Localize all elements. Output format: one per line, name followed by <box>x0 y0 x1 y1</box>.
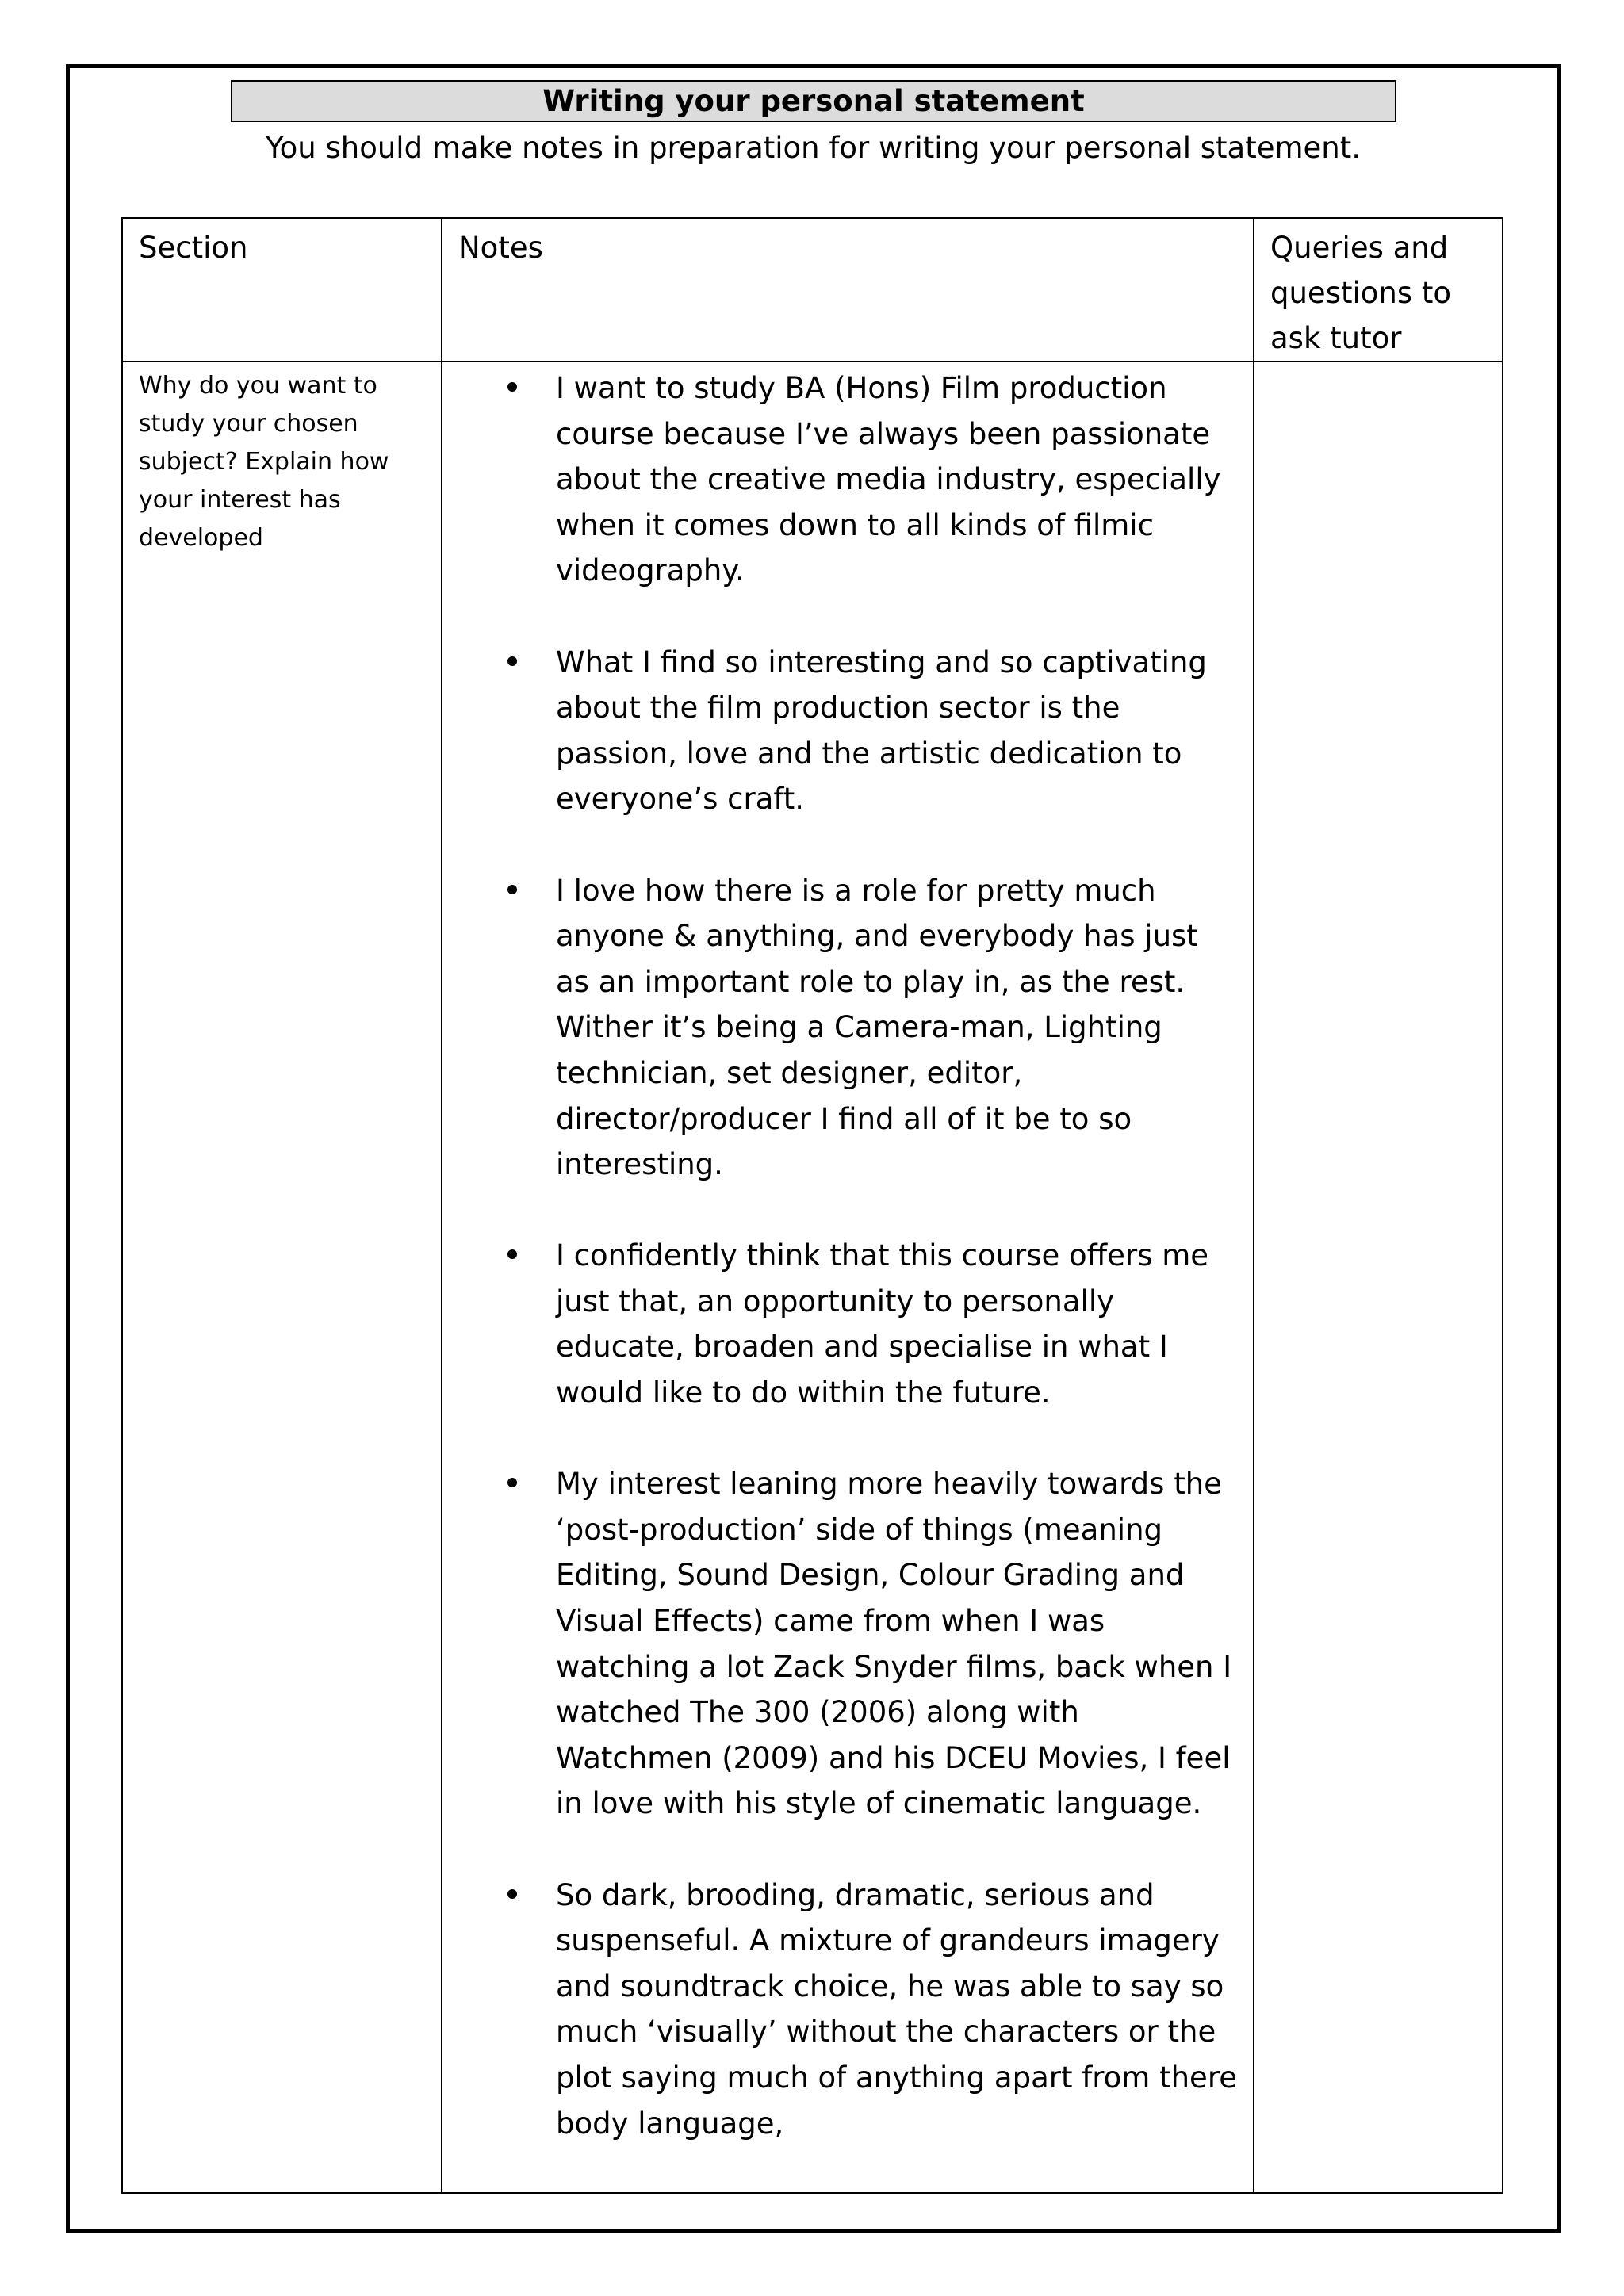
page-subtitle: You should make notes in preparation for writing your personal statement. <box>265 131 1362 165</box>
header-section-cell <box>122 218 442 362</box>
note-text: My interest leaning more heavily towards the ‘post-production’ side of things (meaning Editing, Sound Design, Colour Grading and Visual Effects) came from when I was watching a lot Zack Snyder films, back when I watched The 300 (2006) along with Watchmen (2009) and his DCEU Movies, I feel in love with his style of cinematic language. <box>556 1467 1232 1821</box>
bullet-icon <box>508 382 517 392</box>
note-item <box>442 1461 1237 1827</box>
note-item <box>442 365 1237 594</box>
bullet-icon <box>508 1889 517 1899</box>
note-item <box>442 640 1237 822</box>
header-queries: Queries and questions to ask tutor <box>1270 231 1452 355</box>
section-cell <box>122 362 442 2193</box>
note-item <box>442 868 1237 1188</box>
note-text: So dark, brooding, dramatic, serious and suspenseful. A mixture of grandeurs imagery and soundtrack choice, he was able to say so much ‘visually’ without the characters or the plot saying much of anything apart from there body language, <box>556 1877 1237 2141</box>
notes-cell[interactable] <box>442 362 1254 2193</box>
table-row <box>122 362 1503 2193</box>
header-section: Section <box>139 231 248 265</box>
note-item <box>442 1233 1237 1415</box>
note-text: I love how there is a role for pretty much anyone & anything, and everybody has just as an important role to play in, as the rest. Wither it’s being a Camera-man, Lighting technician, set designer, editor, director/producer I find all of it be to so interesting. <box>556 873 1198 1182</box>
header-queries-cell <box>1254 218 1503 362</box>
bullet-icon <box>508 1478 517 1487</box>
page-title: Writing your personal statement <box>231 80 1396 122</box>
header-notes-cell <box>442 218 1254 362</box>
bullet-icon <box>508 656 517 666</box>
table-header-row <box>122 218 1503 362</box>
bullet-icon <box>508 885 517 894</box>
note-text: I want to study BA (Hons) Film production course because I’ve always been passionate about the creative media industry, especially when it comes down to all kinds of filmic videography. <box>556 371 1221 588</box>
notes-list <box>442 365 1253 2146</box>
note-item <box>442 1873 1237 2147</box>
note-text: I confidently think that this course offers me just that, an opportunity to personally educate, broaden and specialise in what I would like to do within the future. <box>556 1238 1208 1410</box>
note-text: What I find so interesting and so captivating about the film production sector is the passion, love and the artistic dedication to everyone’s craft. <box>556 645 1207 817</box>
notes-table <box>121 217 1503 2194</box>
section-question: Why do you want to study your chosen subject? Explain how your interest has developed <box>139 372 389 552</box>
queries-cell[interactable] <box>1254 362 1503 2193</box>
bullet-icon <box>508 1249 517 1259</box>
header-notes: Notes <box>458 231 543 265</box>
